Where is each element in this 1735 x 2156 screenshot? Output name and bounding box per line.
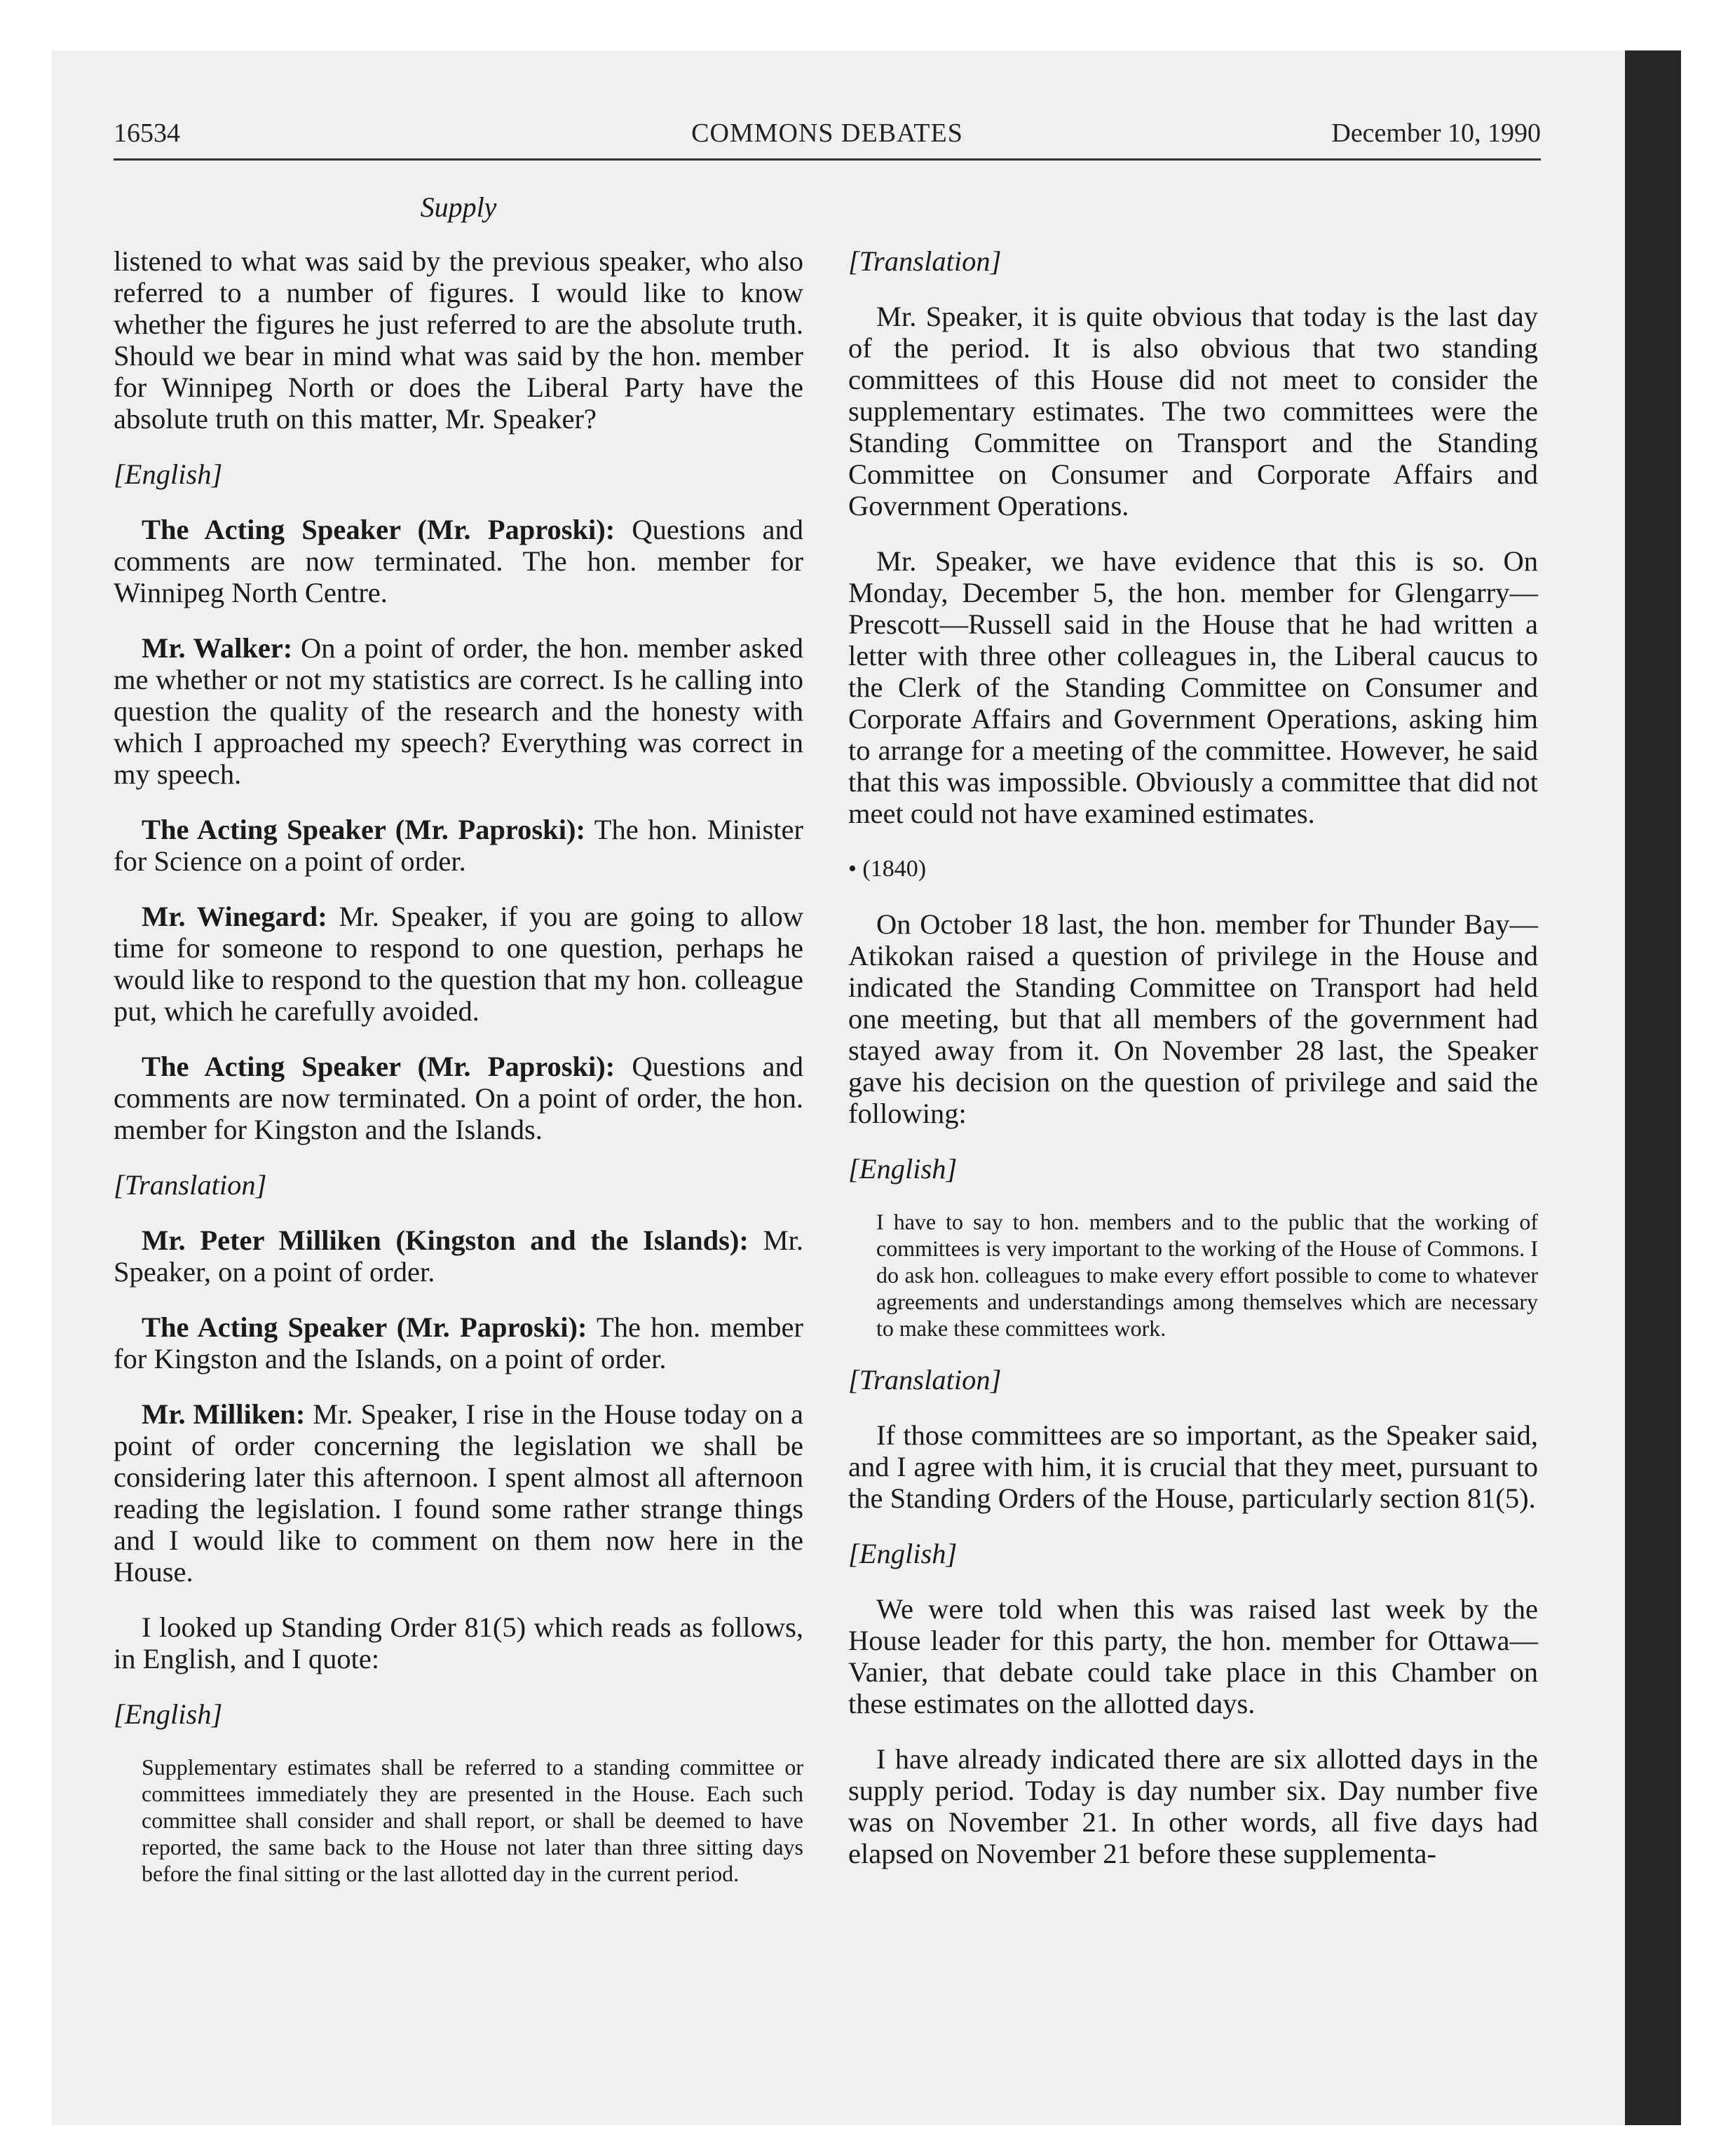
paragraph-text: The hon. member for Kingston and the Islands, on a point of order. [114, 1311, 803, 1374]
paragraph [848, 545, 1538, 829]
paragraph [114, 1398, 803, 1588]
paragraph [114, 632, 803, 790]
speaker-name: The Acting Speaker (Mr. Paproski): [142, 514, 615, 545]
paragraph-text: Mr. Speaker, on a point of order. [114, 1224, 804, 1288]
paragraph [114, 1611, 803, 1674]
speaker-name: The Acting Speaker (Mr. Paproski): [142, 814, 585, 845]
paragraph [848, 1593, 1538, 1719]
paragraph [114, 514, 803, 608]
language-marker: [Translation] [114, 1169, 267, 1201]
block-quote: Supplementary estimates shall be referred to a standing committee or committees immediately they are presented in the House. Each such committee shall consider and shall report, or shall be deemed to have reported, the same back to the House not later than three sitting days before the final sitting or the last allotted day in the current period. [142, 1754, 803, 1886]
section-title: Supply [420, 191, 497, 223]
paragraph-text: On October 18 last, the hon. member for Thunder Bay—Atikokan raised a question of privilege in the House and indicated the Standing Committee on Transport had held one meeting, but that all members of the government had stayed away from it. On November 28 last, the Speaker gave his decision on the question of privilege and said the following: [848, 908, 1538, 1129]
page-header [114, 118, 1541, 163]
language-marker: [English] [848, 1153, 958, 1185]
speaker-name: Mr. Winegard: [142, 901, 327, 932]
paragraph-text: Questions and comments are now terminated. On a point of order, the hon. member for Kingston and the Islands. [114, 1051, 803, 1145]
language-marker: [English] [114, 458, 223, 490]
paragraph [848, 1419, 1538, 1514]
speaker-name: Mr. Peter Milliken (Kingston and the Islands): [142, 1224, 749, 1256]
language-marker: [English] [114, 1698, 223, 1730]
paragraph-text: Mr. Speaker, we have evidence that this is so. On Monday, December 5, the hon. member for Glengarry—Prescott—Russell said in the House that he had written a letter with three other colleagues in, the Liberal caucus to the Clerk of the Standing Committee on Consumer and Corporate Affairs and Government Operations, asking him to arrange for a meeting of the committee. However, he said that this was impossible. Obviously a committee that did not meet could not have examined estimates. [848, 545, 1538, 829]
paragraph-text: listened to what was said by the previous speaker, who also referred to a number of figures. I would like to know whether the figures he just referred to are the absolute truth. Should we bear in mind what was said by the hon. member for Winnipeg North or does the Liberal Party have the absolute truth on this matter, Mr. Speaker? [114, 245, 803, 435]
page-number: 16534 [114, 118, 180, 148]
scan-edge-shadow [1625, 50, 1681, 2125]
language-marker: [Translation] [848, 245, 1002, 277]
publication-title: COMMONS DEBATES [691, 118, 963, 148]
speaker-name: Mr. Milliken: [142, 1398, 306, 1430]
speaker-name: The Acting Speaker (Mr. Paproski): [142, 1311, 587, 1343]
block-quote: I have to say to hon. members and to the public that the working of committees is very important to the working of the House of Commons. I do ask hon. colleagues to make every effort possible to come to whatever agreements and understandings among themselves which are necessary to make these committees work. [876, 1209, 1538, 1341]
language-marker: [English] [848, 1538, 958, 1569]
paragraph [114, 901, 803, 1027]
paragraph-text: We were told when this was raised last week by the House leader for this party, the hon. member for Ottawa—Vanier, that debate could take place in this Chamber on these estimates on the allotted days. [848, 1593, 1538, 1719]
paragraph [848, 1743, 1538, 1869]
paragraph [848, 908, 1538, 1129]
paragraph-text: Mr. Speaker, I rise in the House today on a point of order concerning the legislation we shall be considering later this afternoon. I spent almost all afternoon reading the legislation. I found some rather strange things and I would like to comment on them now here in the House. [114, 1398, 803, 1588]
paragraph [114, 245, 803, 435]
paragraph [114, 814, 803, 877]
paragraph [114, 1311, 803, 1374]
paragraph-text: Mr. Speaker, it is quite obvious that today is the last day of the period. It is also obvious that two standing committees of this House did not meet to consider the supplementary estimates. The two committees were the Standing Committee on Transport and the Standing Committee on Consumer and Corporate Affairs and Government Operations. [848, 301, 1538, 521]
paragraph-text: The hon. Minister for Science on a point of order. [114, 814, 803, 877]
paragraph-text: On a point of order, the hon. member asked me whether or not my statistics are correct. Is he calling into question the quality of the research and the honesty with which I approached my speech? Everything was correct in my speech. [114, 632, 803, 790]
paragraph-text: If those committees are so important, as the Speaker said, and I agree with him, it is crucial that they meet, pursuant to the Standing Orders of the House, particularly section 81(5). [848, 1419, 1538, 1514]
paragraph [848, 301, 1538, 521]
paragraph-text: I have already indicated there are six allotted days in the supply period. Today is day number six. Day number five was on November 21. In other words, all five days had elapsed on November 21 before these supplementa- [848, 1743, 1538, 1869]
language-marker: [Translation] [848, 1364, 1002, 1396]
header-rule [114, 158, 1541, 161]
paragraph-text: I looked up Standing Order 81(5) which reads as follows, in English, and I quote: [114, 1611, 803, 1674]
paragraph-text: Mr. Speaker, if you are going to allow time for someone to respond to one question, perhaps he would like to respond to the question that my hon. colleague put, which he carefully avoided. [114, 901, 803, 1027]
time-marker: • (1840) [848, 856, 927, 882]
publication-date: December 10, 1990 [1331, 118, 1541, 148]
speaker-name: Mr. Walker: [142, 632, 293, 664]
paragraph [114, 1224, 803, 1288]
paragraph [114, 1051, 803, 1145]
left-column [114, 245, 803, 1909]
paragraph-text: Questions and comments are now terminated. The hon. member for Winnipeg North Centre. [114, 514, 803, 608]
speaker-name: The Acting Speaker (Mr. Paproski): [142, 1051, 615, 1082]
right-column [848, 245, 1538, 1893]
